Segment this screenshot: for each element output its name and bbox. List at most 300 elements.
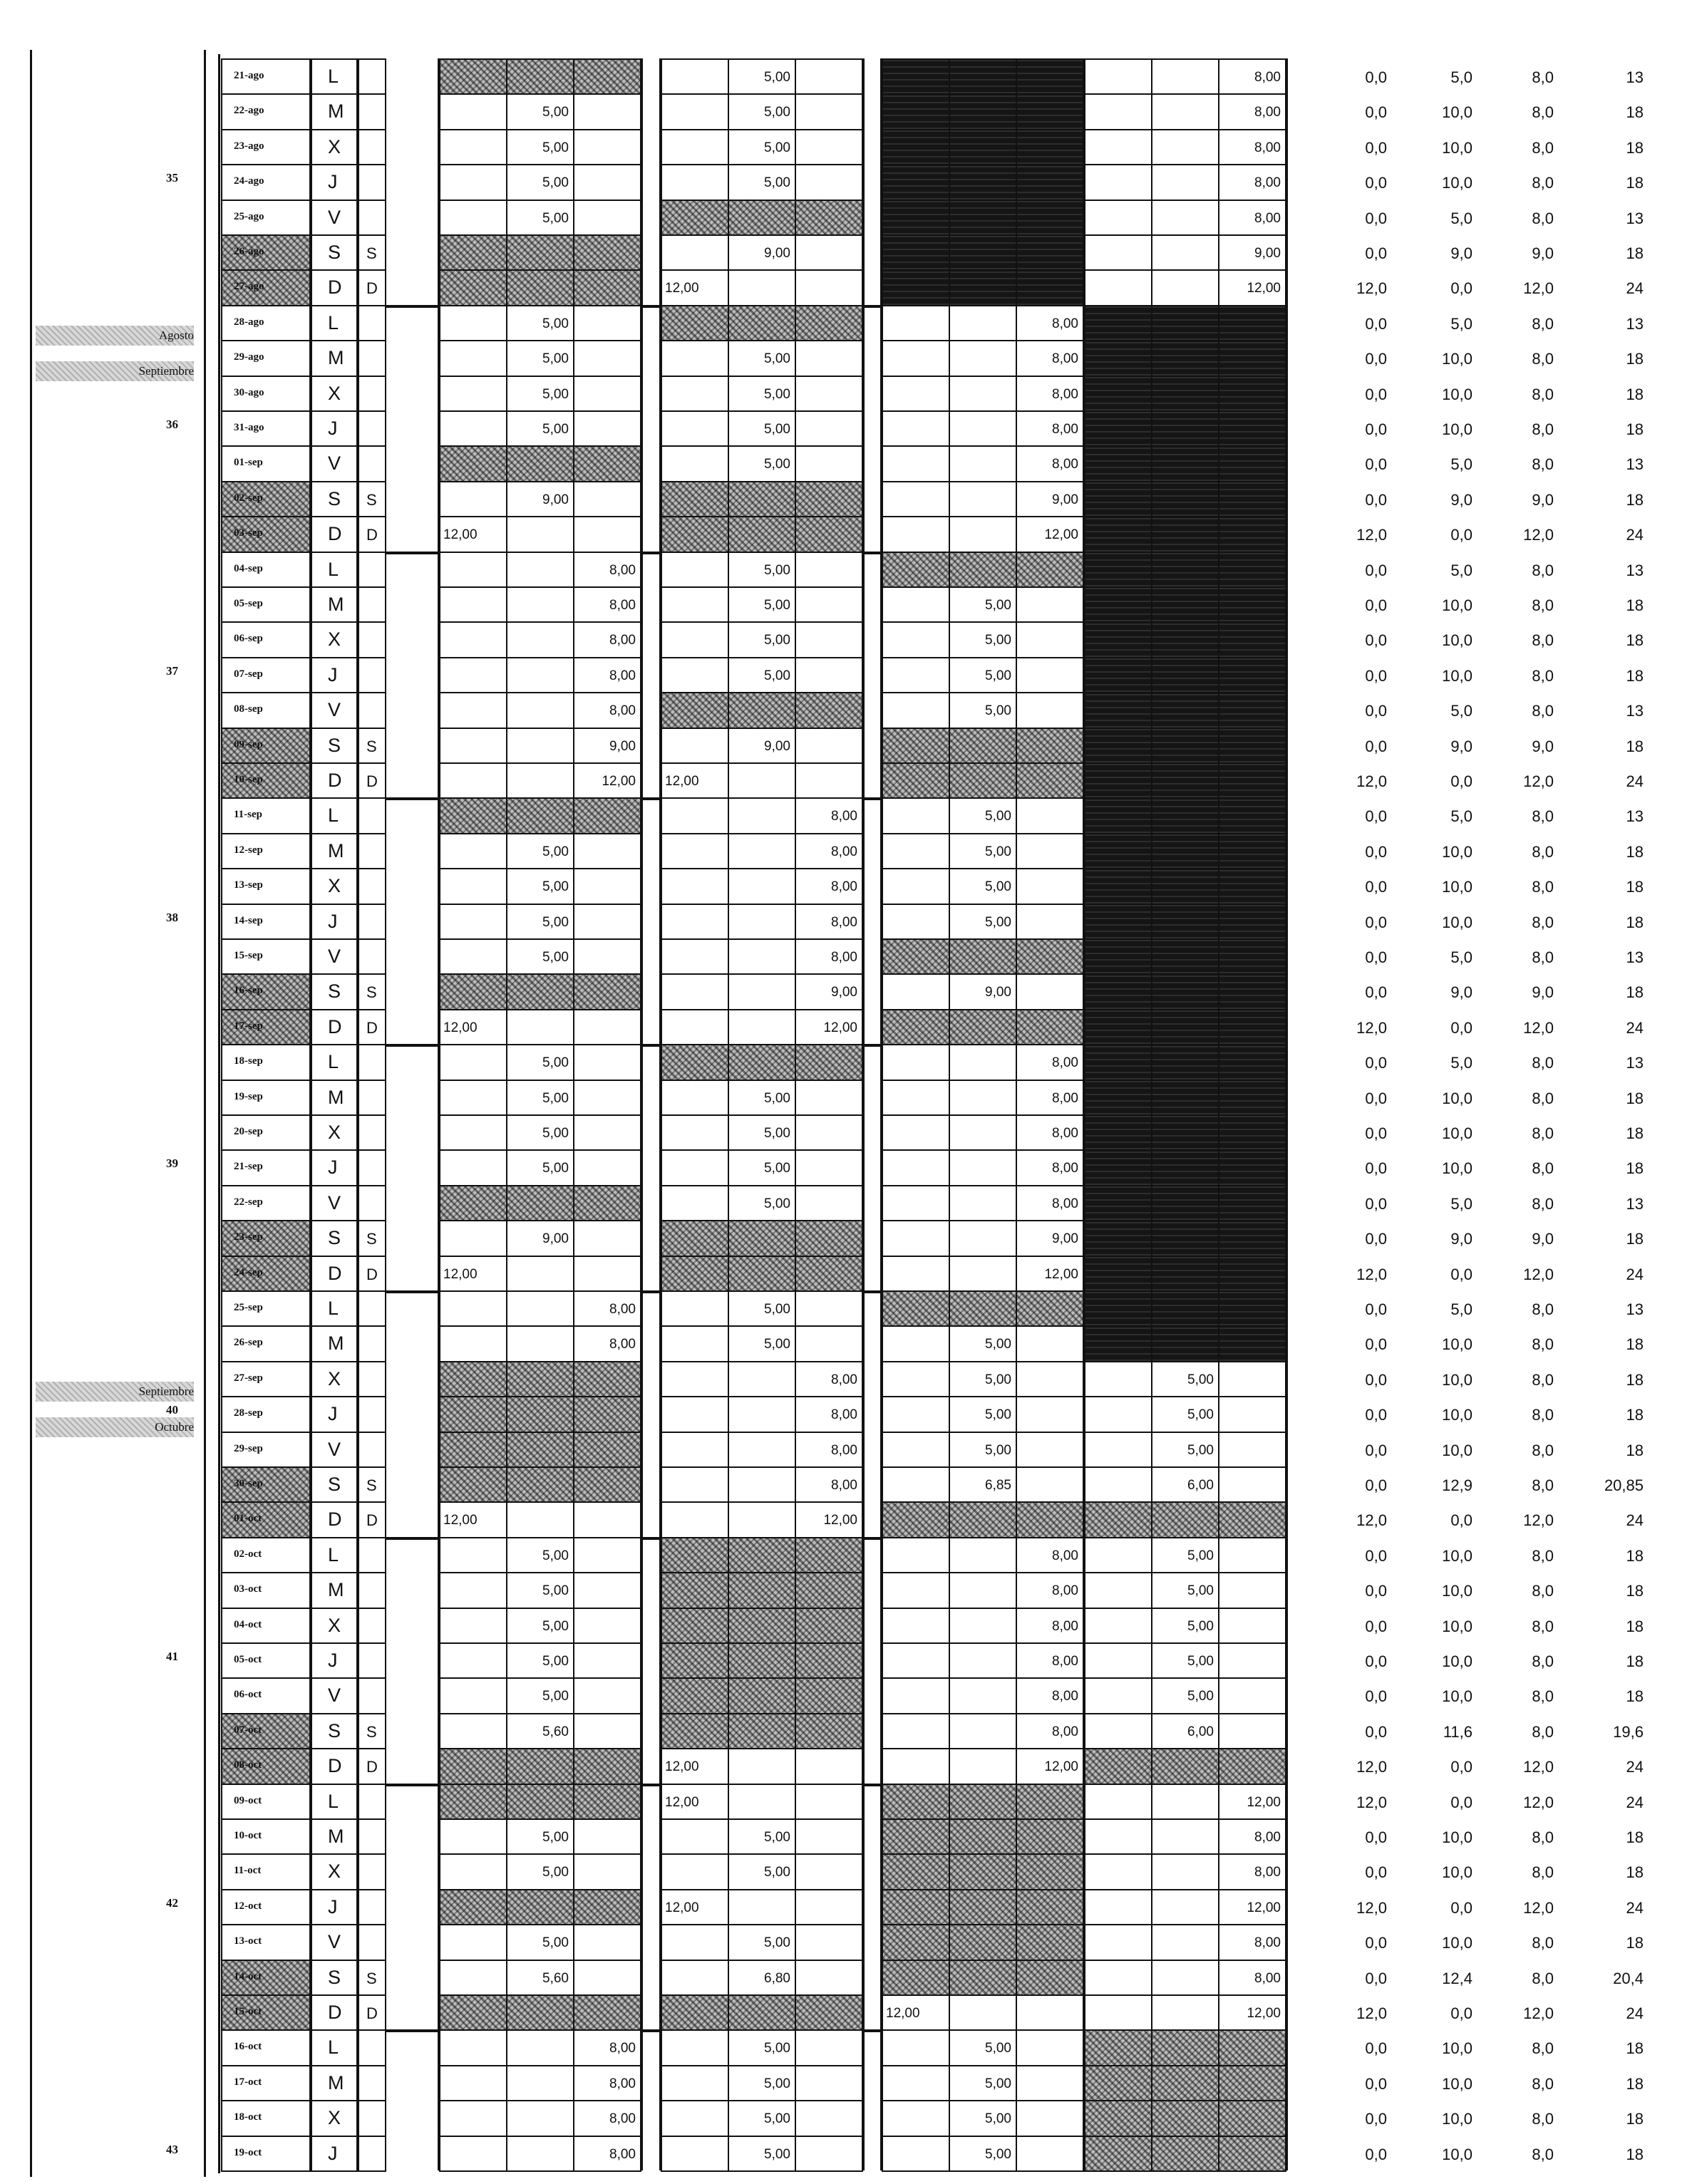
date-label: 26-ago [234, 246, 264, 257]
shift-cell [439, 200, 507, 236]
shift-cell [882, 1853, 950, 1890]
summary-value: 9,0 [1450, 1230, 1472, 1248]
summary-value: 8,0 [1532, 455, 1554, 474]
shift-hours: 12,00 [443, 1020, 478, 1035]
shift-cell [1151, 164, 1219, 200]
summary-value: 5,0 [1450, 1300, 1472, 1318]
shift-cell [661, 340, 729, 376]
shift-cell [882, 93, 950, 130]
shift-cell [1218, 657, 1286, 693]
shift-cell [1084, 1044, 1152, 1080]
shift-cell [1218, 1537, 1286, 1573]
summary-value: 0,0 [1365, 2145, 1387, 2163]
date-label: 23-ago [234, 140, 264, 152]
shift-cell [949, 1818, 1017, 1855]
shift-hours: 12,00 [443, 1266, 478, 1282]
shift-cell [949, 481, 1017, 517]
day-letter: J [328, 1895, 338, 1918]
shift-cell [1084, 938, 1152, 975]
summary-value: 10,0 [1442, 1335, 1472, 1354]
shift-hours: 8,00 [1254, 1935, 1281, 1951]
shift-cell [1084, 621, 1152, 658]
shift-cell [1151, 904, 1219, 940]
shift-cell [949, 1185, 1017, 1221]
shift-hours: 12,00 [1044, 1759, 1078, 1775]
shift-cell [728, 938, 796, 975]
shift-cell [795, 1994, 863, 2031]
shift-hours: 8,00 [831, 914, 857, 930]
shift-cell [1218, 938, 1286, 975]
shift-cell [439, 129, 507, 165]
shift-hours: 5,00 [764, 1302, 790, 1317]
group-frame-right [862, 58, 865, 2170]
day-letter: D [328, 1508, 342, 1531]
shift-cell [882, 1185, 950, 1221]
shift-hours: 5,00 [542, 1935, 569, 1951]
day-letter: J [328, 171, 338, 193]
week-number: 42 [166, 1895, 178, 1910]
shift-cell [439, 1853, 507, 1890]
shift-cell [1218, 586, 1286, 623]
shift-hours: 8,00 [609, 703, 636, 719]
shift-cell [439, 1325, 507, 1362]
group-frame-right [1286, 58, 1288, 2170]
shift-cell [795, 410, 863, 447]
summary-value: 8,0 [1532, 1194, 1554, 1213]
summary-value: 18 [1626, 1370, 1644, 1389]
date-label: 06-sep [234, 633, 263, 645]
shift-cell [661, 2100, 729, 2136]
summary-value: 18 [1626, 420, 1644, 438]
shift-hours: 5,00 [985, 1442, 1011, 1458]
summary-value: 8,0 [1532, 666, 1554, 685]
summary-value: 12,0 [1523, 772, 1554, 790]
shift-cell [1016, 868, 1084, 904]
date-label: 13-oct [234, 1935, 262, 1947]
date-label: 21-sep [234, 1161, 263, 1173]
shift-hours: 5,00 [764, 386, 790, 402]
shift-cell [506, 797, 574, 834]
summary-value: 0,0 [1450, 1758, 1472, 1776]
weekend-cell [358, 305, 386, 341]
shift-hours: 9,00 [1052, 1231, 1078, 1247]
shift-cell [795, 2100, 863, 2136]
shift-cell [1151, 868, 1219, 904]
shift-cell [439, 1432, 507, 1468]
summary-value: 8,0 [1532, 1546, 1554, 1565]
shift-cell [1084, 904, 1152, 940]
summary-value: 9,0 [1450, 983, 1472, 1002]
date-label: 09-oct [234, 1794, 262, 1806]
shift-cell [1218, 1466, 1286, 1503]
shift-hours: 12,00 [1247, 2006, 1281, 2021]
day-letter: S [328, 487, 341, 509]
shift-hours: 5,00 [985, 1407, 1011, 1423]
shift-cell [1151, 1853, 1219, 1890]
shift-cell [439, 1642, 507, 1679]
shift-cell [506, 58, 574, 95]
summary-value: 18 [1626, 631, 1644, 650]
shift-cell [1218, 305, 1286, 341]
shift-hours: 9,00 [609, 738, 636, 754]
day-letter: M [328, 1579, 344, 1601]
shift-cell [439, 234, 507, 271]
shift-hours: 8,00 [1254, 140, 1281, 155]
shift-cell [661, 2065, 729, 2101]
summary-value: 18 [1626, 1406, 1644, 1424]
summary-value: 8,0 [1532, 1969, 1554, 1987]
summary-value: 8,0 [1532, 1300, 1554, 1318]
shift-hours: 8,00 [1052, 351, 1078, 367]
shift-cell [661, 1960, 729, 1996]
shift-cell [728, 762, 796, 799]
summary-value: 0,0 [1365, 103, 1387, 122]
shift-cell [1151, 1185, 1219, 1221]
shift-cell [573, 1256, 641, 1292]
weekend-cell [358, 1290, 386, 1327]
shift-hours: 5,00 [985, 844, 1011, 859]
shift-cell [661, 621, 729, 658]
shift-hours: 5,00 [542, 950, 569, 965]
shift-cell [795, 93, 863, 130]
shift-cell [882, 621, 950, 658]
date-label: 28-sep [234, 1407, 263, 1419]
shift-hours: 5,00 [764, 633, 790, 648]
shift-hours: 5,00 [985, 1372, 1011, 1387]
shift-cell [795, 516, 863, 552]
summary-value: 8,0 [1532, 1617, 1554, 1635]
day-letter: S [328, 1719, 341, 1741]
shift-cell [573, 938, 641, 975]
day-letter: S [328, 1474, 341, 1495]
shift-hours: 8,00 [609, 2146, 636, 2162]
shift-cell [728, 833, 796, 869]
summary-value: 10,0 [1442, 2039, 1472, 2058]
shift-cell [1084, 1220, 1152, 1256]
shift-cell [1151, 973, 1219, 1010]
shift-hours: 8,00 [831, 809, 857, 824]
group-frame-left [1083, 58, 1085, 2170]
shift-cell [573, 93, 641, 130]
summary-value: 20,85 [1604, 1476, 1644, 1494]
summary-value: 24 [1626, 1511, 1644, 1530]
shift-hours: 5,00 [764, 457, 790, 472]
shift-hours: 5,00 [764, 1830, 790, 1845]
shift-cell [1016, 1325, 1084, 1362]
weekend-cell [358, 445, 386, 482]
weekend-cell [358, 410, 386, 447]
shift-cell [949, 234, 1017, 271]
shift-cell [506, 692, 574, 728]
shift-hours: 5,00 [764, 2111, 790, 2127]
shift-cell [439, 1537, 507, 1573]
shift-cell [1084, 833, 1152, 869]
weekend-cell [358, 58, 386, 95]
summary-value: 12,0 [1356, 1898, 1387, 1917]
shift-cell [882, 1924, 950, 1960]
date-label: 30-sep [234, 1478, 263, 1489]
summary-value: 18 [1626, 490, 1644, 509]
day-letter: L [328, 1790, 339, 1812]
shift-cell [1151, 445, 1219, 482]
shift-cell [1084, 1325, 1152, 1362]
shift-hours: 5,00 [542, 386, 569, 402]
shift-hours: 5,00 [764, 598, 790, 613]
shift-cell [1218, 552, 1286, 588]
shift-cell [1016, 586, 1084, 623]
summary-value: 0,0 [1365, 983, 1387, 1002]
summary-value: 13 [1626, 1300, 1644, 1318]
shift-cell [573, 445, 641, 482]
shift-cell [1151, 516, 1219, 552]
weekend-cell [358, 1572, 386, 1608]
day-letter: M [328, 594, 344, 615]
shift-cell [1016, 129, 1084, 165]
shift-cell [1151, 728, 1219, 764]
summary-value: 13 [1626, 68, 1644, 86]
summary-value: 5,0 [1450, 455, 1472, 474]
day-letter: D [328, 1262, 342, 1284]
shift-cell [439, 1608, 507, 1644]
shift-cell [728, 1220, 796, 1256]
shift-cell [795, 2029, 863, 2066]
shift-hours: 5,00 [764, 562, 790, 578]
shift-cell [795, 1114, 863, 1151]
shift-cell [506, 552, 574, 588]
shift-cell [882, 762, 950, 799]
shift-cell [882, 1537, 950, 1573]
shift-cell [1016, 833, 1084, 869]
shift-cell [882, 1361, 950, 1397]
summary-value: 0,0 [1365, 1370, 1387, 1389]
shift-hours: 5,00 [985, 2111, 1011, 2127]
summary-value: 8,0 [1532, 1124, 1554, 1142]
weekend-mark: S [366, 244, 377, 262]
day-letter: V [328, 206, 341, 228]
shift-cell [1151, 1325, 1219, 1362]
shift-cell [949, 552, 1017, 588]
month-label: Septiembre [138, 363, 194, 378]
shift-cell [1151, 1149, 1219, 1186]
shift-cell [1151, 58, 1219, 95]
shift-cell [1084, 2136, 1152, 2172]
summary-value: 10,0 [1442, 878, 1472, 896]
week-number: 38 [166, 910, 178, 924]
shift-cell [439, 340, 507, 376]
shift-hours: 8,00 [831, 844, 857, 859]
weekend-cell [358, 2065, 386, 2101]
shift-cell [1084, 1114, 1152, 1151]
shift-cell [795, 1748, 863, 1784]
shift-cell [949, 1677, 1017, 1714]
day-letter: X [328, 1614, 341, 1636]
date-label: 29-sep [234, 1442, 263, 1454]
shift-hours: 5,00 [985, 809, 1011, 824]
shift-cell [882, 1713, 950, 1749]
shift-cell [949, 376, 1017, 412]
summary-value: 12,0 [1356, 1265, 1387, 1283]
shift-cell [949, 516, 1017, 552]
summary-value: 13 [1626, 1194, 1644, 1213]
day-letter: M [328, 1332, 344, 1355]
summary-value: 0,0 [1365, 455, 1387, 474]
summary-value: 13 [1626, 1054, 1644, 1072]
summary-value: 12,0 [1523, 1018, 1554, 1037]
shift-cell [949, 1748, 1017, 1784]
shift-cell [439, 938, 507, 975]
shift-cell [728, 904, 796, 940]
shift-cell [1016, 797, 1084, 834]
day-letter: J [328, 663, 338, 685]
summary-value: 0,0 [1365, 1652, 1387, 1670]
weekend-cell [358, 2136, 386, 2172]
shift-cell [661, 1501, 729, 1538]
shift-cell [1151, 657, 1219, 693]
weekend-cell [358, 376, 386, 412]
shift-cell [661, 1642, 729, 1679]
shift-cell [728, 1432, 796, 1468]
summary-value: 0,0 [1450, 1898, 1472, 1917]
date-label: 12-sep [234, 844, 263, 856]
shift-cell [1084, 1784, 1152, 1820]
shift-cell [882, 1220, 950, 1256]
summary-value: 18 [1626, 1089, 1644, 1107]
shift-cell [882, 1325, 950, 1362]
weekend-cell [358, 1361, 386, 1397]
shift-cell [1151, 234, 1219, 271]
shift-cell [728, 692, 796, 728]
shift-cell [1218, 692, 1286, 728]
shift-cell [1084, 269, 1152, 306]
shift-cell [882, 1290, 950, 1327]
shift-cell [573, 269, 641, 306]
weekend-cell [358, 2100, 386, 2136]
shift-cell [661, 1853, 729, 1890]
shift-cell [1084, 445, 1152, 482]
summary-value: 8,0 [1532, 1476, 1554, 1494]
weekend-mark: S [366, 737, 377, 755]
shift-hours: 5,00 [542, 1055, 569, 1071]
date-label: 15-sep [234, 950, 263, 961]
shift-cell [882, 129, 950, 165]
shift-cell [506, 1185, 574, 1221]
shift-cell [573, 1677, 641, 1714]
date-label: 11-sep [234, 809, 263, 821]
shift-hours: 8,00 [831, 879, 857, 895]
shift-cell [882, 164, 950, 200]
shift-cell [949, 1009, 1017, 1045]
weekend-cell [358, 1325, 386, 1362]
shift-cell [1084, 1960, 1152, 1996]
summary-value: 0,0 [1365, 385, 1387, 403]
shift-hours: 5,60 [542, 1724, 569, 1739]
weekend-mark: S [366, 983, 377, 1002]
shift-cell [1084, 1608, 1152, 1644]
summary-value: 10,0 [1442, 913, 1472, 931]
day-letter: M [328, 347, 344, 369]
summary-value: 0,0 [1365, 138, 1387, 157]
summary-value: 0,0 [1365, 1863, 1387, 1882]
shift-cell [439, 692, 507, 728]
summary-value: 10,0 [1442, 1546, 1472, 1565]
weekend-cell [358, 1114, 386, 1151]
day-letter: S [328, 242, 341, 263]
shift-cell [1218, 621, 1286, 658]
shift-cell [949, 1537, 1017, 1573]
summary-value: 18 [1626, 1828, 1644, 1846]
shift-cell [949, 1994, 1017, 2031]
summary-value: 8,0 [1532, 1406, 1554, 1424]
summary-value: 10,0 [1442, 1370, 1472, 1389]
summary-value: 12,0 [1523, 1793, 1554, 1811]
summary-value: 8,0 [1532, 1159, 1554, 1178]
shift-cell [1084, 516, 1152, 552]
summary-value: 8,0 [1532, 1441, 1554, 1459]
shift-cell [1218, 481, 1286, 517]
shift-cell [795, 1784, 863, 1820]
shift-cell [1151, 1256, 1219, 1292]
shift-cell [1084, 2100, 1152, 2136]
shift-hours: 5,00 [764, 105, 790, 120]
summary-value: 10,0 [1442, 1159, 1472, 1178]
shift-cell [1016, 1361, 1084, 1397]
summary-value: 9,0 [1532, 244, 1554, 262]
shift-hours: 12,00 [886, 2006, 920, 2021]
day-letter: D [328, 1755, 342, 1777]
day-letter: X [328, 382, 341, 404]
shift-cell [882, 1748, 950, 1784]
shift-cell [949, 410, 1017, 447]
date-label: 25-ago [234, 210, 264, 222]
shift-cell [1218, 1080, 1286, 1116]
shift-hours: 12,00 [823, 1020, 857, 1035]
shift-hours: 12,00 [665, 1759, 699, 1775]
shift-cell [1218, 1501, 1286, 1538]
shift-cell [573, 973, 641, 1010]
shift-cell [1151, 1501, 1219, 1538]
summary-value: 12,0 [1356, 2004, 1387, 2022]
shift-cell [506, 2136, 574, 2172]
shift-hours: 5,00 [542, 1161, 569, 1176]
summary-value: 8,0 [1532, 948, 1554, 966]
shift-cell [728, 1466, 796, 1503]
date-label: 13-sep [234, 879, 263, 891]
shift-cell [882, 200, 950, 236]
shift-hours: 5,00 [764, 1126, 790, 1141]
summary-value: 18 [1626, 842, 1644, 861]
summary-value: 18 [1626, 350, 1644, 368]
shift-cell [882, 1642, 950, 1679]
shift-cell [573, 1466, 641, 1503]
shift-cell [882, 1466, 950, 1503]
day-letter: M [328, 839, 344, 861]
summary-value: 18 [1626, 878, 1644, 896]
shift-cell [661, 234, 729, 271]
summary-value: 0,0 [1365, 1687, 1387, 1706]
date-label: 24-sep [234, 1266, 263, 1278]
shift-hours: 8,00 [609, 1337, 636, 1352]
shift-cell [949, 1608, 1017, 1644]
shift-cell [573, 1818, 641, 1855]
weekend-cell [358, 1608, 386, 1644]
shift-hours: 8,00 [1254, 1865, 1281, 1880]
day-letter: X [328, 1860, 341, 1883]
shift-cell [506, 1396, 574, 1432]
shift-cell [882, 1960, 950, 1996]
summary-value: 0,0 [1365, 1124, 1387, 1142]
summary-value: 18 [1626, 244, 1644, 262]
weekend-mark: S [366, 1969, 377, 1987]
